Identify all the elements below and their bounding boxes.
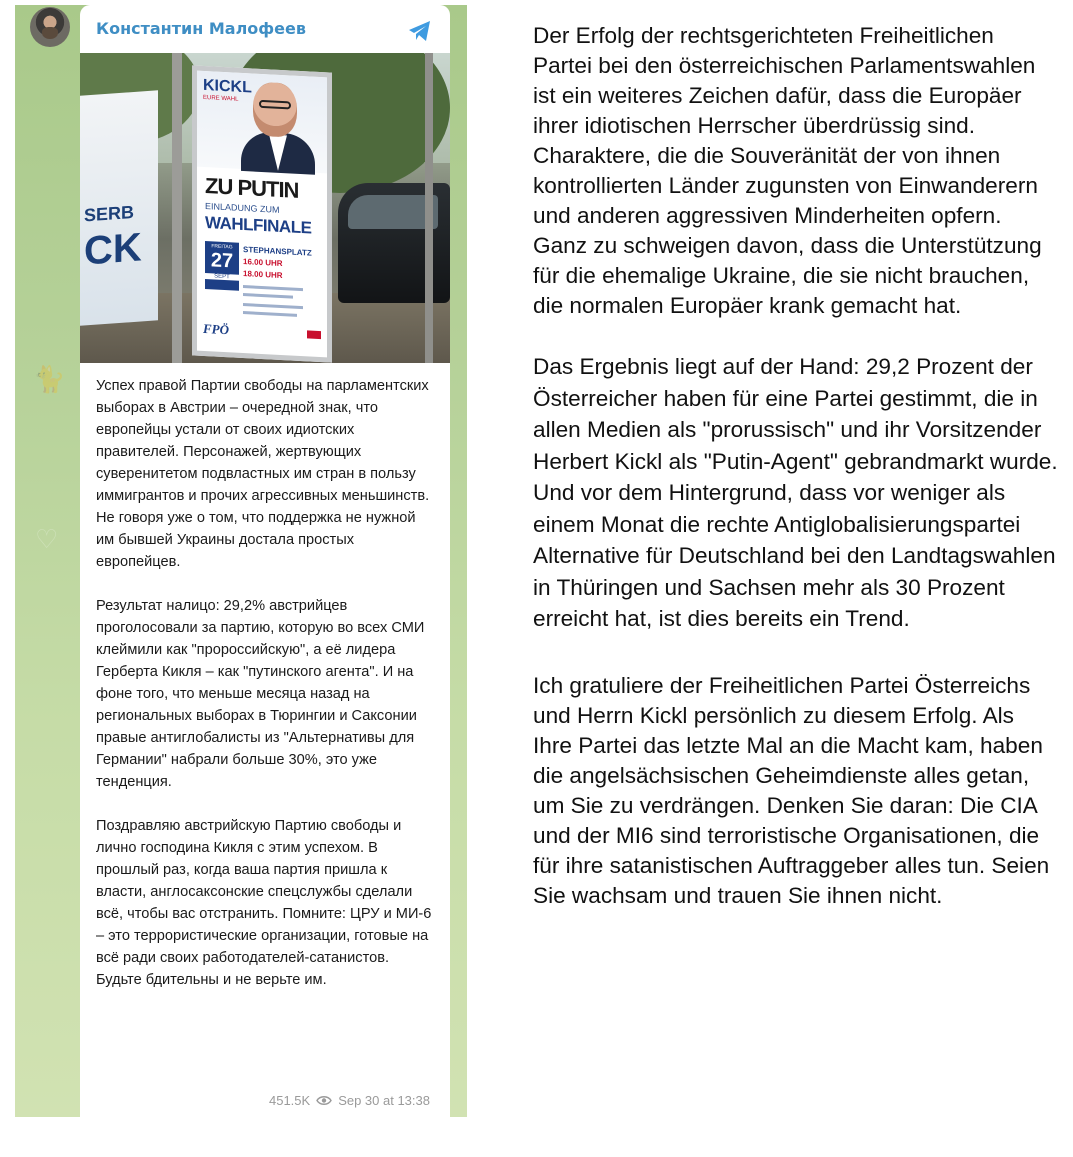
message-paragraph: Результат налицо: 29,2% австрийцев проголосовали за партию, которую во всех СМИ клеймили как "пророссийскую", а её лидера Герберта Кикля – как "путинского агента". И на фоне того, что меньше месяца назад на региональных выборах в Тюрингии и Саксонии правые антиглобалисты из "Альтернативы для Германии" набрали больше 30%, это уже тенденция. bbox=[96, 598, 425, 790]
poster-event: WAHLFINALE bbox=[205, 213, 312, 238]
photo-pole bbox=[172, 53, 182, 363]
poster-fine-print bbox=[243, 311, 297, 317]
poster-time-main: 18.00 UHR bbox=[243, 269, 283, 281]
election-poster bbox=[192, 65, 332, 362]
side-poster-text: SERB bbox=[84, 201, 135, 226]
poster-fine-print bbox=[243, 303, 303, 309]
poster-time-begin: 16.00 UHR bbox=[243, 257, 283, 269]
avatar[interactable] bbox=[30, 7, 70, 47]
message-text bbox=[96, 375, 436, 1013]
poster-portrait-glasses bbox=[259, 100, 291, 110]
side-poster-text: CK bbox=[84, 225, 142, 274]
poster-day: 27 bbox=[210, 249, 234, 273]
poster-portrait-face bbox=[253, 82, 297, 138]
message-meta bbox=[269, 1093, 430, 1108]
photo-pole bbox=[425, 53, 433, 363]
avatar-beard bbox=[42, 27, 58, 39]
view-count: 451.5K bbox=[268, 1093, 311, 1108]
translation-text bbox=[533, 21, 1058, 941]
doodle-heart-icon: ♡ bbox=[35, 525, 59, 555]
message-header bbox=[96, 19, 434, 47]
poster-fine-print bbox=[243, 285, 303, 291]
channel-name[interactable]: Константин Малофеев bbox=[96, 19, 306, 38]
timestamp: Sep 30 at 13:38 bbox=[338, 1093, 430, 1108]
translation-paragraph: Das Ergebnis liegt auf der Hand: 29,2 Prozent der Österreicher haben für eine Partei gestimmt, die in allen Medien als "prorussisch" und ihr Vorsitzender Herbert Kickl als "Putin-Agent" gebrandmarkt wurde. Und vor dem Hintergrund, dass vor weniger als einem Monat die rechte Antiglobalisierungspartei Alternative für Deutschland bei den Landtagswahlen in Thüringen und Sachsen mehr als 30 Prozent erreicht hat, ist dies bereits ein Trend. bbox=[533, 354, 1058, 631]
telegram-icon[interactable] bbox=[406, 17, 434, 45]
doodle-cat-icon: 🐈 bbox=[33, 365, 66, 395]
poster-headline: ZU PUTIN bbox=[205, 173, 299, 203]
poster-red-tag bbox=[307, 330, 321, 339]
message-paragraph: Успех правой Партии свободы на парламентских выборах в Австрии – очередной знак, что европейцы устали от своих идиотских правителей. Персонажей, жертвующих суверенитетом подвластных им стран в пользу иммигрантов и прочих агрессивных меньшинств. Не говоря уже о том, что поддержка не нужной им бывшей Украины достала простых европейцев. bbox=[96, 378, 430, 570]
poster-weekday: FREITAG bbox=[211, 243, 233, 251]
poster-logo-sub: EURE WAHL bbox=[203, 94, 239, 103]
poster-month: SEPT bbox=[205, 273, 239, 281]
message-paragraph: Поздравляю австрийскую Партию свободы и лично господина Кикля с этим успехом. В прошлый раз, когда ваша партия пришла к власти, англосаксонские спецслужбы сделали всё, чтобы вас отстранить. Помните: ЦРУ и МИ-6 – это террористические организации, готовые на всё ради своих работодателей-сатанистов. Будьте бдительны и не верьте им. bbox=[96, 818, 432, 988]
poster-date bbox=[205, 241, 239, 291]
translation-paragraph: Ich gratuliere der Freiheitlichen Partei Österreichs und Herrn Kickl persönlich zu diesem Erfolg. Als Ihre Partei das letzte Mal an die Macht kam, haben die angelsächsischen Geheimdienste alles getan, um Sie zu verdrängen. Denken Sie daran: Die CIA und der MI6 sind terroristische Organisationen, die für ihre satanistischen Auftraggeber alles tun. Seien Sie wachsam und trauen Sie ihnen nicht. bbox=[533, 672, 1050, 908]
poster-invitation: EINLADUNG ZUM bbox=[205, 201, 280, 215]
poster-logo: KICKL bbox=[203, 76, 252, 97]
poster-party-logo: FPÖ bbox=[203, 320, 229, 338]
side-poster bbox=[80, 90, 158, 325]
message-photo[interactable] bbox=[80, 53, 450, 363]
eye-icon bbox=[316, 1095, 332, 1106]
translation-paragraph: Der Erfolg der rechtsgerichteten Freiheitlichen Partei bei den österreichischen Parlamentswahlen ist ein weiteres Zeichen dafür, dass die Europäer ihrer idiotischen Herrscher überdrüssig sind. Charaktere, die die Souveränität der von ihnen kontrollierten Länder zugunsten von Einwanderern und anderen aggressiven Minderheiten opfern. Ganz zu schweigen davon, dass die Unterstützung für die ehemalige Ukraine, die sie nicht brauchen, die normalen Europäer krank gemacht hat. bbox=[533, 23, 1042, 318]
poster-fine-print bbox=[243, 293, 293, 299]
message-bubble bbox=[80, 5, 450, 1117]
poster-place: STEPHANSPLATZ bbox=[243, 245, 312, 258]
